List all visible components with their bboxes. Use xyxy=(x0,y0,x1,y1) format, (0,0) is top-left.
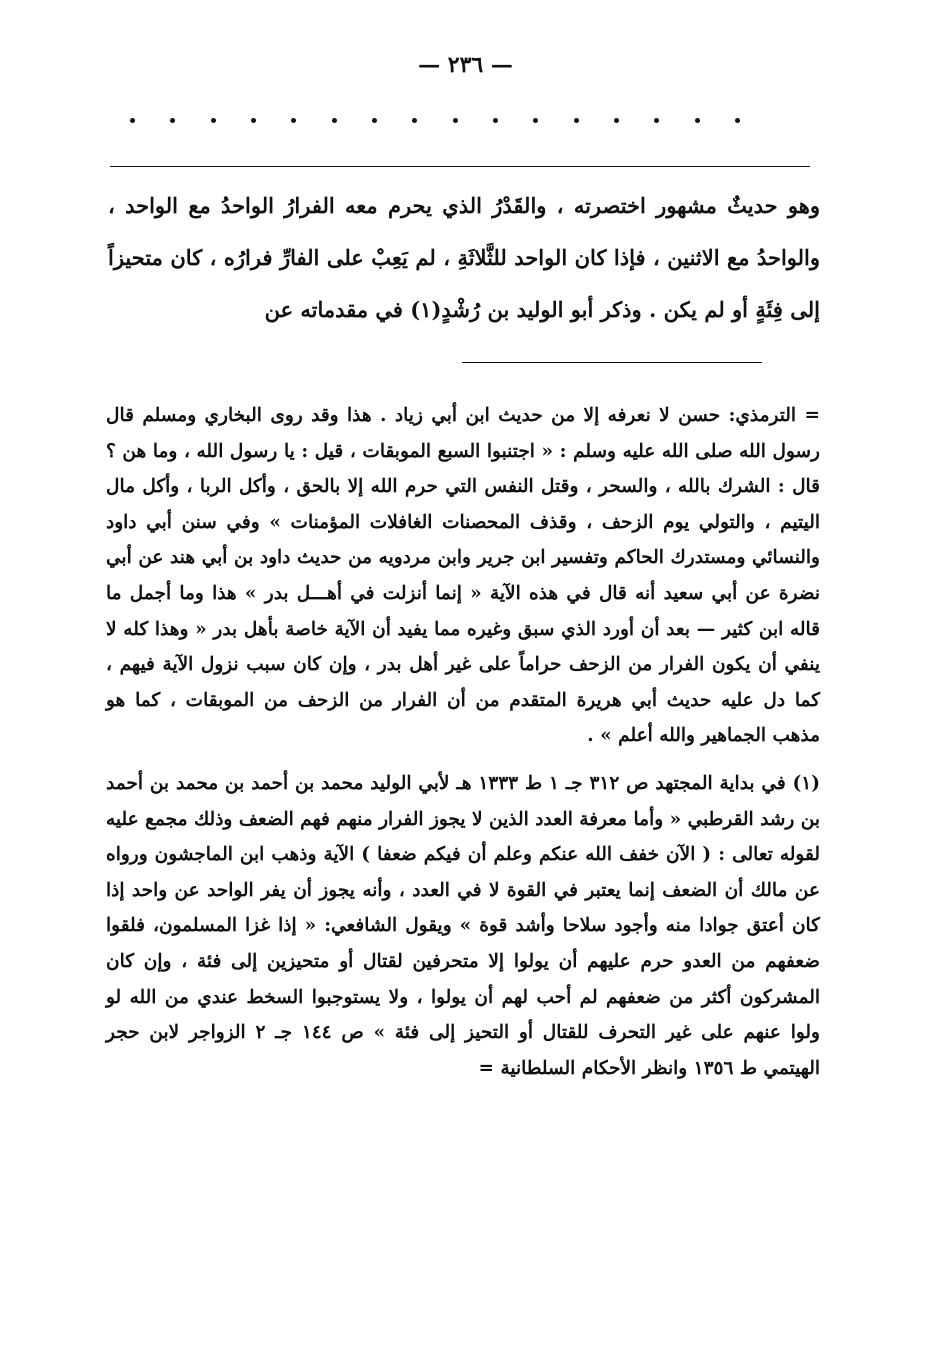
separator-dot xyxy=(735,118,740,123)
dotted-separator xyxy=(130,118,740,123)
page-number: — ٢٣٦ — xyxy=(418,52,513,78)
separator-dot xyxy=(130,118,135,123)
separator-dot xyxy=(412,118,417,123)
separator-dot xyxy=(574,118,579,123)
separator-dot xyxy=(170,118,175,123)
separator-dot xyxy=(211,118,216,123)
footnote-1: (١) في بداية المجتهد ص ٣١٢ جـ ١ ط ١٣٣٣ هـ لأبي الوليد محمد بن أحمد بن محمد بن أحمد بن رشد القرطبي « وأما معرفة العدد الذين لا يجوز الفرار منهم فهم الضعف وذلك مجمع عليه لقوله تعالى : ( الآن خفف الله عنكم وعلم أن فيكم ضعفا ) الآية وذهب ابن الماجشون ورواه عن مالك أن الضعف إنما يعتبر في القوة لا في العدد ، وأنه يجوز أن يفر الواحد عن واحد إذا كان أعتق جوادا منه وأجود سلاحا وأشد قوة » ويقول الشافعي: « إذا غزا المسلمون، فلقوا ضعفهم من العدو حرم عليهم أن يولوا إلا متحرفين لقتال أو متحيزين إلى فئة ، وإن كان المشركون أكثر من ضعفهم لم أحب لهم أن يولوا ، ولا يستوجبوا السخط عندي من الله لو ولوا عنهم على غير التحرف للقتال أو التحيز إلى فئة » ص ١٤٤ جـ ٢ الزواجر لابن حجر الهيتمي ط ١٣٥٦ وانظر الأحكام السلطانية = xyxy=(106,772,820,1079)
separator-dot xyxy=(654,118,659,123)
separator-dot xyxy=(372,118,377,123)
separator-dot xyxy=(614,118,619,123)
separator-dot xyxy=(251,118,256,123)
footnotes xyxy=(106,398,820,1086)
separator-dot xyxy=(493,118,498,123)
separator-dot xyxy=(695,118,700,123)
separator-dot xyxy=(453,118,458,123)
separator-dot xyxy=(332,118,337,123)
footnote-continuation: = الترمذي: حسن لا نعرفه إلا من حديث ابن أبي زياد . هذا وقد روى البخاري ومسلم قال رسول الله صلى الله عليه وسلم : « اجتنبوا السبع الموبقات ، قيل : يا رسول الله ، وما هن ؟ قال : الشرك بالله ، والسحر ، وقتل النفس التي حرم الله إلا بالحق ، وأكل الربا ، وأكل مال اليتيم ، والتولي يوم الزحف ، وقذف المحصنات الغافلات المؤمنات » وفي سنن أبي داود والنسائي ومستدرك الحاكم وتفسير ابن جرير وابن مردويه من حديث داود بن أبي هند عن أبي نضرة عن أبي سعيد أنه قال في هذه الآية « إنما أنزلت في أهـــل بدر » هذا وما أجمل ما قاله ابن كثير — بعد أن أورد الذي سبق وغيره مما يفيد أن الآية خاصة بأهل بدر « وهذا كله لا ينفي أن يكون الفرار من الزحف حراماً على غير أهل بدر ، وإن كان سبب نزول الآية فيهم ، كما دل عليه حديث أبي هريرة المتقدم من أن الفرار من الزحف من الموبقات ، كما هو مذهب الجماهير والله أعلم » . xyxy=(106,405,820,747)
header-rule xyxy=(110,166,810,167)
footnote-separator-rule xyxy=(462,362,762,363)
separator-dot xyxy=(533,118,538,123)
separator-dot xyxy=(291,118,296,123)
main-body-text: وهو حديثٌ مشهور اختصرته ، والقَدْرُ الذي يحرم معه الفرارُ الواحدُ مع الواحد ، والواحدُ مع الاثنين ، فإذا كان الواحد للثَّلاثَةِ ، لم يَعِبْ على الفارِّ فرارُه ، كان متحيزاً إلى فِئَةٍ أو لم يكن . وذكر أبو الوليد بن رُشْدٍ(١) في مقدماته عن xyxy=(108,193,820,322)
